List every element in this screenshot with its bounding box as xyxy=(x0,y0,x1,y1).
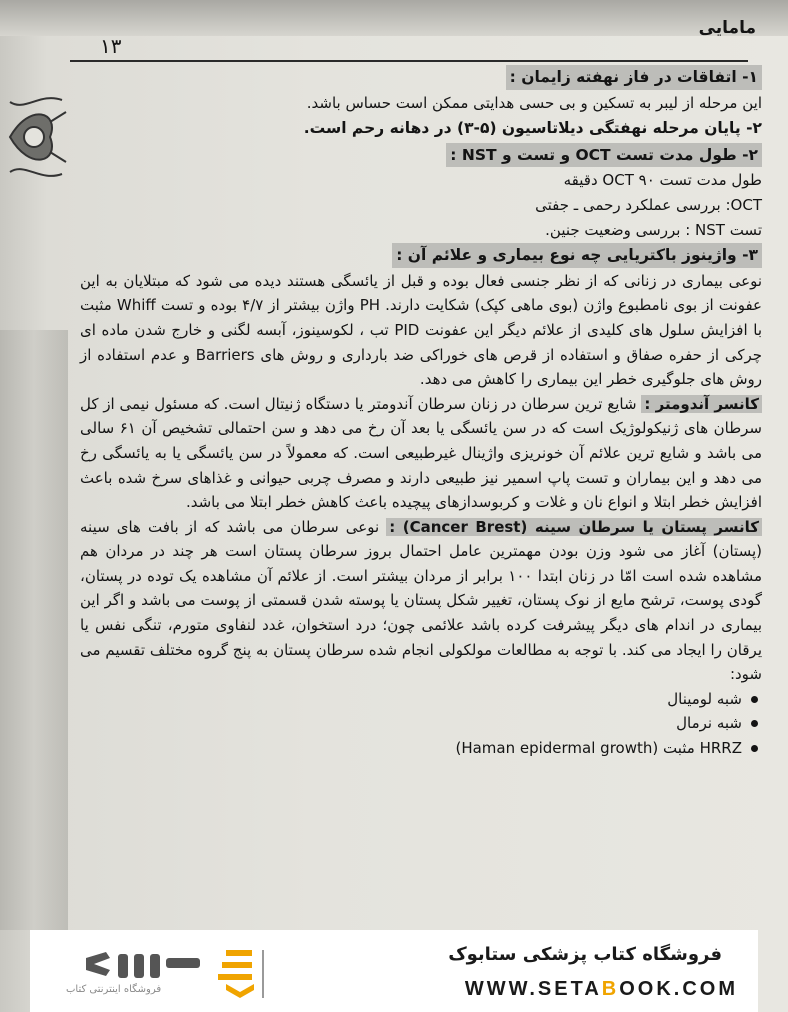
endometrial-lead: کانسر آندومتر : xyxy=(641,395,762,413)
section-text-1: این مرحله از لیبر به تسکین و بی حسی هدایتی ممکن است حساس باشد. xyxy=(306,93,762,112)
store-watermark-banner xyxy=(30,930,758,1012)
section-heading-2: ۲- پایان مرحله نهفتگی دیلاتاسیون (۵-۳) در دهانه رحم است. xyxy=(303,119,762,138)
logo-caption: فروشگاه اینترنتی کتاب xyxy=(66,984,162,995)
logo-divider xyxy=(262,950,264,998)
endometrial-paragraph xyxy=(80,392,762,515)
bullet-icon xyxy=(751,696,758,703)
section-text-4: نوعی بیماری در زنانی که از نظر جنسی فعال بوده و قبل از یائسگی هستند دیده می شود که مبتلایان به این عفونت از بوی نامطبوع واژن (بوی ماهی کپک) شکایت دارند. PH واژن بیشتر از ۴/۷ بوده و تست Whiff مثبت با افزایش سلول های کلیدی از علائم دیگر این عفونت PID تب ، لکوسینوز، آبسه لگنی و خارج شدن ماده ای چرکی از حفره صفاق و استفاده از قرص های خوراکی ضد بارداری و روش های Barriers و عدم استفاده از روش های جلوگیری خطر این بیماری را کاهش می دهد. xyxy=(80,271,763,389)
ornament-icon xyxy=(0,82,72,192)
list-item: شبه نرمال xyxy=(80,711,758,736)
section-line-3b: OCT: بررسی عملکرد رحمی ـ جفتی xyxy=(535,195,762,214)
section-heading-1: ۱- اتفاقات در فاز نهفته زایمان : xyxy=(506,65,762,90)
breast-lead: کانسر پستان یا سرطان سینه (Cancer Brest) : xyxy=(386,518,762,536)
list-item: HRRZ مثبت (Haman epidermal growth) xyxy=(80,736,758,761)
store-url: WWW.SETABOOK.COM xyxy=(464,978,738,1000)
endometrial-text: شایع ترین سرطان در زنان سرطان آندومتر یا دستگاه ژنیتال است. که مسئول نیمی از کل سرطان های ژنیکولوژیک است که در سن یائسگی یا بعد آن رخ می دهد و سن احتمالی تشخیص آن ۶۱ سالی می باشد و شایع ترین علائم آن خونریزی واژینال غیرطبیعی است. که معمولاً در سن یائسگی یا به یائسگی رخ می دهد و این بیماران و تست پاپ اسمیر نیز طبیعی دارند و مصرف چربی حیوانی و غذاهای سرخ شده باعث افزایش خطر ابتلا و انواع نان و غلات و کربوسدازهای پیچیده باعث کاهش خطر ابتلا می باشد. xyxy=(80,394,762,512)
page-number: ۱۳ xyxy=(100,34,122,58)
bullet-icon xyxy=(751,720,758,727)
section-line-3c: تست NST : بررسی وضعیت جنین. xyxy=(545,220,762,239)
store-name: فروشگاه کتاب پزشکی ستابوک xyxy=(448,944,722,965)
bullet-icon xyxy=(751,745,758,752)
list-item: شبه لومینال xyxy=(80,687,758,712)
page-content xyxy=(80,64,762,761)
header-rule xyxy=(70,60,748,62)
page-header-title: مامایی xyxy=(698,18,756,38)
page-top-shadow xyxy=(0,0,788,36)
breast-text: نوعی سرطان می باشد که از بافت های سینه (پستان) آغاز می شود وزن بودن مهمترین عامل احتمال بروز سرطان پستان است هر چند در مردان هم مشاهده شده است امّا در زنان ابتدا ۱۰۰ برابر از مردان بیشتر است. از علائم آن مشاهده یک توده در پستان، گودی پوست، ترشح مایع از نوک پستان، تغییر شکل پستان یا پوسته شدن قسمتی از پوست می باشد و اگر این بیماری در اندام های دیگر پیشرفت کرده باشد علائمی چون؛ درد استخوان، غدد لنفاوی متورم، تنگی نفس یا یرقان را ایجاد می کند. با توجه به مطالعات مولکولی انجام شده سرطان پستان به پنج گروه مختلف تقسیم می شود: xyxy=(80,517,762,684)
breast-subtype-list xyxy=(80,687,762,761)
section-heading-3: ۲- طول مدت تست OCT و تست و NST : xyxy=(446,143,762,168)
breast-paragraph xyxy=(80,515,762,687)
section-line-3a: طول مدت تست ۹۰ OCT دقیقه xyxy=(563,171,762,190)
side-photo xyxy=(0,330,68,930)
section-heading-4: ۳- واژینوز باکتریایی چه نوع بیماری و علائم آن : xyxy=(392,243,762,268)
